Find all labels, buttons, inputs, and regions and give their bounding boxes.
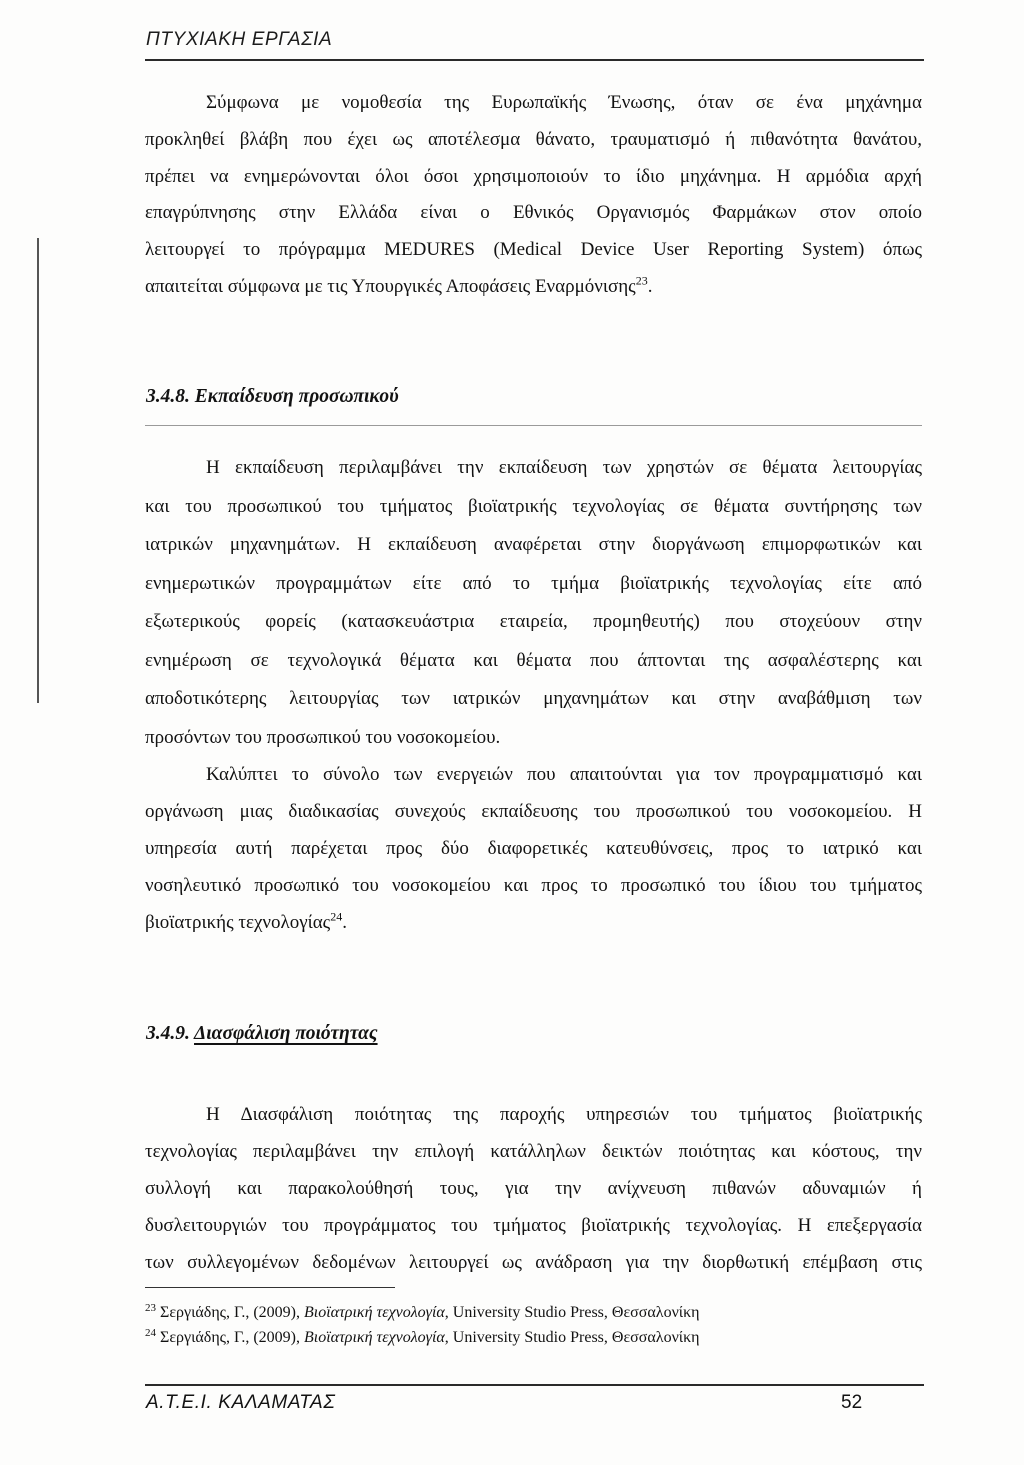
- paragraph-line: λειτουργεί το πρόγραμμα MEDURES (Medical Device User Reporting System) όπως: [145, 239, 922, 261]
- paragraph-line: προκληθεί βλάβη που έχει ως αποτέλεσμα θάνατο, τραυματισμό ή πιθανότητα θανάτου,: [145, 128, 922, 150]
- paragraph-first-line: Η εκπαίδευση περιλαμβάνει την εκπαίδευση των χρηστών σε θέματα λειτουργίας: [206, 457, 922, 478]
- page-number: 52: [841, 1392, 863, 1413]
- section-heading-quality-assurance: [146, 1015, 378, 1053]
- paragraph-line: πρέπει να ενημερώνονται όλοι όσοι χρησιμοποιούν το ίδιο μηχάνημα. Η αρμόδια αρχή: [145, 165, 922, 187]
- paragraph-quality-assurance: [145, 1096, 922, 1281]
- section-title: Εκπαίδευση προσωπικού: [194, 386, 399, 407]
- paragraph-first-line: Σύμφωνα με νομοθεσία της Ευρωπαϊκής Ένωσης, όταν σε ένα μηχάνημα: [206, 92, 922, 113]
- paragraph-line: συλλογή και παρακολούθησή τους, για την ανίχνευση πιθανών αδυναμιών ή: [145, 1178, 922, 1199]
- citation-publisher: , University Studio Press, Θεσσαλονίκη: [444, 1304, 700, 1321]
- paragraph-last-line: [145, 269, 922, 306]
- paragraph-first-line: Η Διασφάλιση ποιότητας της παροχής υπηρεσιών του τμήματος βιοϊατρικής: [206, 1104, 922, 1125]
- paragraph-line: αποδοτικότερης λειτουργίας των ιατρικών μηχανημάτων και στην αναβάθμιση των: [145, 688, 922, 709]
- paragraph-line: τεχνολογίας περιλαμβάνει την επιλογή κατάλληλων δεικτών ποιότητας και κόστους, την: [145, 1141, 922, 1162]
- footnote-separator: [145, 1287, 395, 1288]
- line-text: απαιτείται σύμφωνα με τις Υπουργικές Αποφάσεις Εναρμόνισης: [145, 275, 636, 297]
- section-number: 3.4.8.: [146, 386, 190, 407]
- paragraph-line: οργάνωση μιας διαδικασίας συνεχούς εκπαίδευσης του προσωπικού του νοσοκομείου. Η: [145, 801, 922, 822]
- citation-author-year: Σεργιάδης, Γ., (2009),: [160, 1329, 304, 1346]
- paragraph-last-line: προσόντων του προσωπικού του νοσοκομείου.: [145, 726, 501, 748]
- paragraph-line: επαγρύπνησης στην Ελλάδα είναι ο Εθνικός Οργανισμός Φαρμάκων στον οποίο: [145, 202, 922, 224]
- paragraph-line: εξωτερικούς φορείς (κατασκευάστρια εταιρεία, προμηθευτής) που στοχεύουν στην: [145, 611, 922, 632]
- paragraph-last-line: [145, 904, 922, 941]
- footnote-reference: 23: [635, 273, 648, 288]
- paragraph-training-scope: [145, 756, 922, 941]
- footer-rule: [145, 1384, 924, 1386]
- citation-book-title: Βιοϊατρική τεχνολογία: [304, 1304, 445, 1321]
- section-title: Διασφάλιση ποιότητας: [194, 1023, 378, 1044]
- scan-edge-line: [37, 238, 39, 703]
- paragraph-line: νοσηλευτικό προσωπικό του νοσοκομείου και προς το προσωπικό του ίδιου του τμήματος: [145, 875, 922, 896]
- footnotes: [145, 1300, 922, 1350]
- paragraph-line: υπηρεσία αυτή παρέχεται προς δύο διαφορετικές κατευθύνσεις, προς το ιατρικό και: [145, 838, 922, 859]
- line-punctuation: .: [342, 912, 347, 933]
- running-header: [146, 27, 332, 53]
- header-title: ΠΤΥΧΙΑΚΗ ΕΡΓΑΣΙΑ: [146, 29, 333, 50]
- paragraph-eu-legislation: [145, 85, 922, 306]
- line-text: βιοϊατρικής τεχνολογίας: [145, 912, 331, 933]
- paragraph-first-line: Καλύπτει το σύνολο των ενεργειών που απαιτούνται για τον προγραμματισμό και: [206, 764, 922, 785]
- paragraph-line: ενημέρωση σε τεχνολογικά θέματα και θέματα που άπτονται της ασφαλέστερης και: [145, 649, 922, 671]
- footer-institution: Α.Τ.Ε.Ι. ΚΑΛΑΜΑΤΑΣ: [146, 1392, 336, 1413]
- section-heading-training: [146, 378, 399, 416]
- footnote: [145, 1325, 922, 1350]
- citation-author-year: Σεργιάδης, Γ., (2009),: [160, 1304, 304, 1321]
- line-punctuation: .: [647, 275, 653, 297]
- paragraph-line: των συλλεγομένων δεδομένων λειτουργεί ως ανάδραση για την διορθωτική επέμβαση στις: [145, 1252, 922, 1273]
- footnote: [145, 1300, 922, 1325]
- footnote-number: 24: [145, 1326, 156, 1339]
- section-number: 3.4.9.: [146, 1023, 190, 1044]
- heading-divider: [145, 425, 922, 426]
- paragraph-training: [145, 449, 922, 757]
- paragraph-line: δυσλειτουργιών του προγράμματος του τμήματος βιοϊατρικής τεχνολογίας. Η επεξεργασία: [145, 1215, 922, 1236]
- paragraph-line: ενημερωτικών προγραμμάτων είτε από το τμήμα βιοϊατρικής τεχνολογίας είτε από: [145, 572, 922, 594]
- citation-publisher: , University Studio Press, Θεσσαλονίκη: [444, 1329, 700, 1346]
- footnote-reference: 24: [330, 909, 343, 924]
- paragraph-line: ιατρικών μηχανημάτων. Η εκπαίδευση αναφέρεται στην διοργάνωση επιμορφωτικών και: [145, 534, 922, 555]
- citation-book-title: Βιοϊατρική τεχνολογία: [304, 1329, 445, 1346]
- header-rule: [145, 59, 924, 61]
- paragraph-line: και του προσωπικού του τμήματος βιοϊατρικής τεχνολογίας σε θέματα συντήρησης των: [145, 495, 922, 517]
- footnote-number: 23: [145, 1301, 156, 1314]
